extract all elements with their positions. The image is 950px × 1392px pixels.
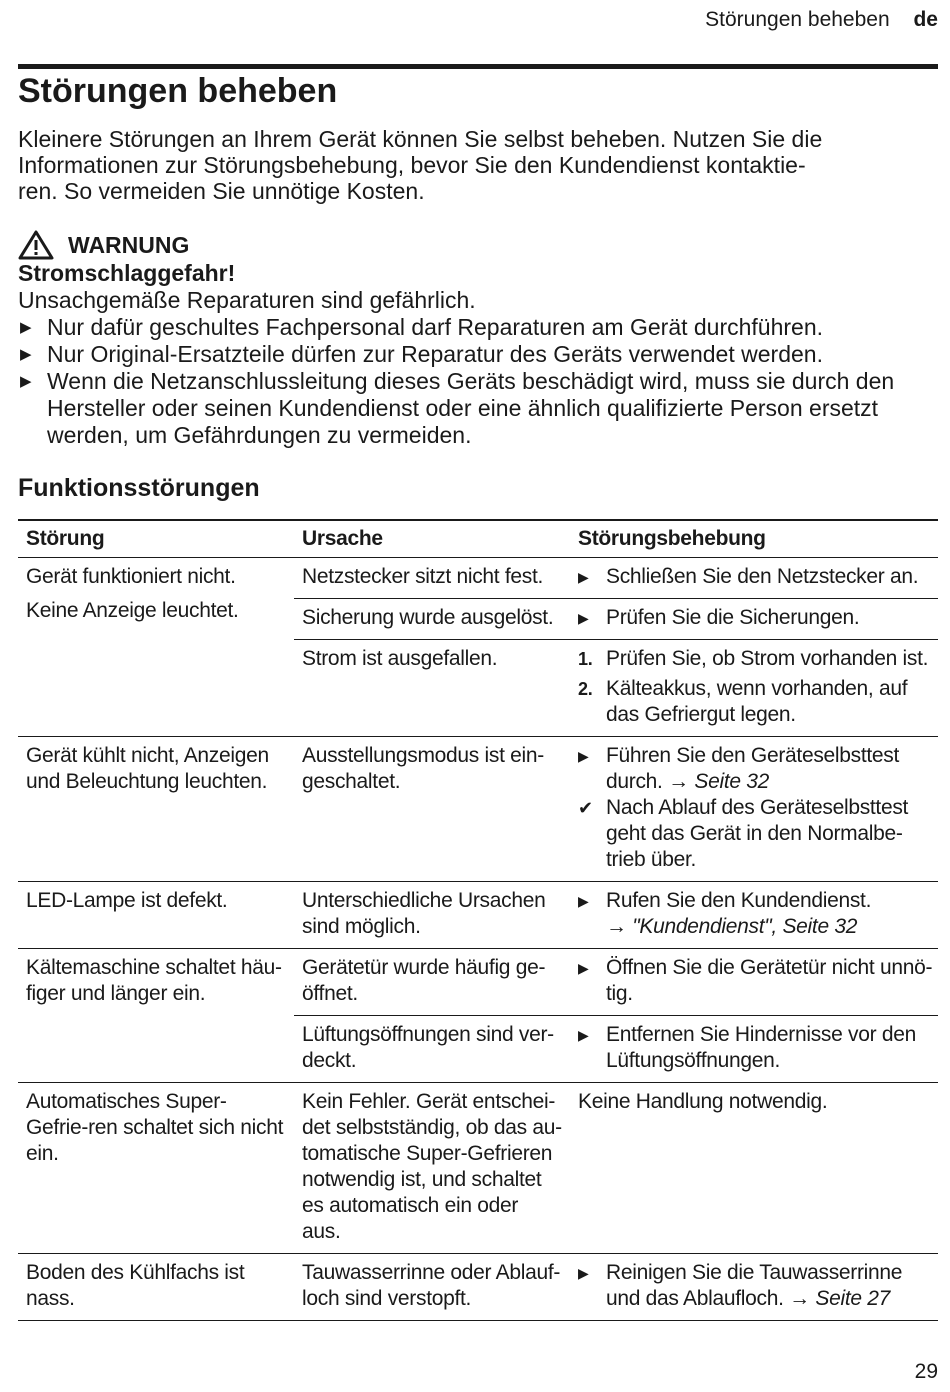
cross-reference-arrow-icon: → — [606, 915, 627, 938]
cause-remedy-pair — [294, 882, 938, 948]
header-cause: Ursache — [302, 527, 383, 550]
cross-reference-arrow-icon: → — [789, 1287, 810, 1310]
table-row — [18, 882, 938, 949]
remedy-text: Entfernen Sie Hindernisse vor den Lüftungsöffnungen. — [606, 1023, 916, 1072]
warning-heading — [18, 230, 938, 260]
remedy-cell — [570, 882, 938, 948]
cause-remedy-pair — [294, 737, 938, 881]
bullet-arrow-icon: ▶ — [578, 748, 589, 764]
page-reference-link[interactable]: Seite 32 — [694, 770, 770, 793]
cause-cell: Lüftungsöffnungen sind ver-deckt. — [302, 1023, 554, 1072]
fault-text: Keine Anzeige leuchtet. — [26, 599, 239, 622]
header-remedy: Störungsbehebung — [578, 527, 766, 550]
table-row — [18, 1083, 938, 1254]
cause-remedy-pair — [294, 1015, 938, 1082]
header-language: de — [913, 8, 938, 31]
page-title: Störungen beheben — [18, 72, 338, 110]
bullet-arrow-icon: ▶ — [20, 319, 32, 336]
table-header-row — [18, 521, 938, 558]
table-row — [18, 949, 938, 1083]
remedy-cell — [570, 1016, 938, 1082]
checkmark-icon: ✔ — [578, 798, 593, 818]
warning-box — [18, 230, 938, 449]
fault-cell: LED-Lampe ist defekt. — [26, 889, 228, 912]
fault-text: Gerät funktioniert nicht. — [26, 565, 236, 588]
fault-cell: Boden des Kühlfachs ist nass. — [26, 1261, 245, 1310]
remedy-cell — [570, 737, 938, 881]
warning-list — [18, 314, 938, 449]
section-title: Funktionsstörungen — [18, 474, 260, 502]
fault-cell: Kältemaschine schaltet häu-figer und länger ein. — [26, 956, 282, 1005]
bullet-arrow-icon: ▶ — [578, 1265, 589, 1281]
remedy-cell — [570, 599, 938, 639]
cause-cell: Netzstecker sitzt nicht fest. — [302, 565, 544, 588]
warning-triangle-icon — [18, 230, 54, 260]
warning-item — [18, 314, 938, 341]
warning-title: Stromschlaggefahr! — [18, 260, 236, 286]
warning-item-text: Nur dafür geschultes Fachpersonal darf Reparaturen am Gerät durchführen. — [47, 314, 824, 340]
step-number: 1. — [578, 649, 593, 669]
cause-cell: Kein Fehler. Gerät entschei-det selbstständig, ob das au-tomatische Super-Gefrieren notwendig ist, und schaltet es automatisch ein oder aus. — [302, 1090, 562, 1243]
fault-cell — [18, 558, 294, 736]
cause-cell: Strom ist ausgefallen. — [302, 647, 498, 670]
cause-cell: Unterschiedliche Ursachen sind möglich. — [302, 889, 546, 938]
cross-reference-arrow-icon: → — [668, 770, 689, 793]
header-section-title: Störungen beheben — [705, 8, 890, 31]
warning-item-text: Nur Original-Ersatzteile dürfen zur Reparatur des Geräts verwendet werden. — [47, 341, 823, 367]
fault-cell: Gerät kühlt nicht, Anzeigen und Beleuchtung leuchten. — [26, 744, 269, 793]
header-rule — [18, 64, 938, 69]
cause-remedy-pair — [294, 598, 938, 639]
remedy-text: Rufen Sie den Kundendienst. — [606, 889, 872, 912]
cause-cell: Tauwasserrinne oder Ablauf-loch sind verstopft. — [302, 1261, 561, 1310]
remedy-cell — [570, 1254, 938, 1320]
cause-remedy-pair — [294, 1083, 938, 1253]
intro-line-1: Kleinere Störungen an Ihrem Gerät können Sie selbst beheben. Nutzen Sie die — [18, 126, 823, 152]
remedy-text: Reinigen Sie die Tauwasserrinne und das Ablaufloch. — [606, 1261, 903, 1310]
table-row — [18, 737, 938, 882]
intro-paragraph — [18, 126, 928, 204]
warning-item-text: Wenn die Netzanschlussleitung dieses Geräts beschädigt wird, muss sie durch den Hersteller oder seinen Kundendienst oder eine ähnlich qualifizierte Person ersetzt werden, um Gefährdungen zu vermeiden. — [47, 368, 895, 448]
cause-remedy-pair — [294, 639, 938, 736]
remedy-text: Öffnen Sie die Gerätetür nicht unnö-tig. — [606, 956, 933, 1005]
bullet-arrow-icon: ▶ — [20, 373, 32, 390]
step-number: 2. — [578, 679, 593, 699]
bullet-arrow-icon: ▶ — [578, 960, 589, 976]
warning-item — [18, 368, 938, 449]
intro-line-3: ren. So vermeiden Sie unnötige Kosten. — [18, 178, 425, 204]
remedy-text: Schließen Sie den Netzstecker an. — [606, 565, 919, 588]
table-row — [18, 1254, 938, 1321]
fault-cell: Automatisches Super-Gefrie-ren schaltet sich nicht ein. — [26, 1090, 284, 1165]
cause-remedy-pair — [294, 949, 938, 1015]
cause-cell: Sicherung wurde ausgelöst. — [302, 606, 554, 629]
remedy-text: Führen Sie den Geräteselbsttest durch. — [606, 744, 900, 793]
remedy-cell: Keine Handlung notwendig. — [578, 1090, 828, 1113]
running-header — [705, 8, 938, 32]
remedy-cell — [570, 949, 938, 1015]
bullet-arrow-icon: ▶ — [578, 893, 589, 909]
troubleshooting-table — [18, 519, 938, 1321]
cause-remedy-pair — [294, 1254, 938, 1320]
page-reference-link[interactable]: "Kundendienst", Seite 32 — [632, 915, 858, 938]
result-text: Nach Ablauf des Geräteselbsttest geht das Gerät in den Normalbe-trieb über. — [606, 796, 909, 871]
cause-remedy-pair — [294, 558, 938, 598]
bullet-arrow-icon: ▶ — [20, 346, 32, 363]
bullet-arrow-icon: ▶ — [578, 569, 589, 585]
page-number: 29 — [914, 1360, 938, 1383]
bullet-arrow-icon: ▶ — [578, 610, 589, 626]
table-row — [18, 558, 938, 737]
remedy-text: Kälteakkus, wenn vorhanden, auf das Gefriergut legen. — [606, 677, 908, 726]
intro-line-2: Informationen zur Störungsbehebung, bevor Sie den Kundendienst kontaktie- — [18, 152, 806, 178]
cause-cell: Ausstellungsmodus ist ein-geschaltet. — [302, 744, 544, 793]
remedy-cell — [570, 558, 938, 598]
remedy-text: Prüfen Sie, ob Strom vorhanden ist. — [606, 647, 929, 670]
header-fault: Störung — [26, 527, 105, 550]
warning-label: WARNUNG — [68, 231, 190, 258]
cause-cell: Gerätetür wurde häufig ge-öffnet. — [302, 956, 546, 1005]
page-reference-link[interactable]: Seite 27 — [815, 1287, 891, 1310]
remedy-cell — [570, 640, 938, 736]
warning-item — [18, 341, 938, 368]
remedy-text: Prüfen Sie die Sicherungen. — [606, 606, 860, 629]
bullet-arrow-icon: ▶ — [578, 1027, 589, 1043]
warning-text: Unsachgemäße Reparaturen sind gefährlich. — [18, 287, 476, 313]
